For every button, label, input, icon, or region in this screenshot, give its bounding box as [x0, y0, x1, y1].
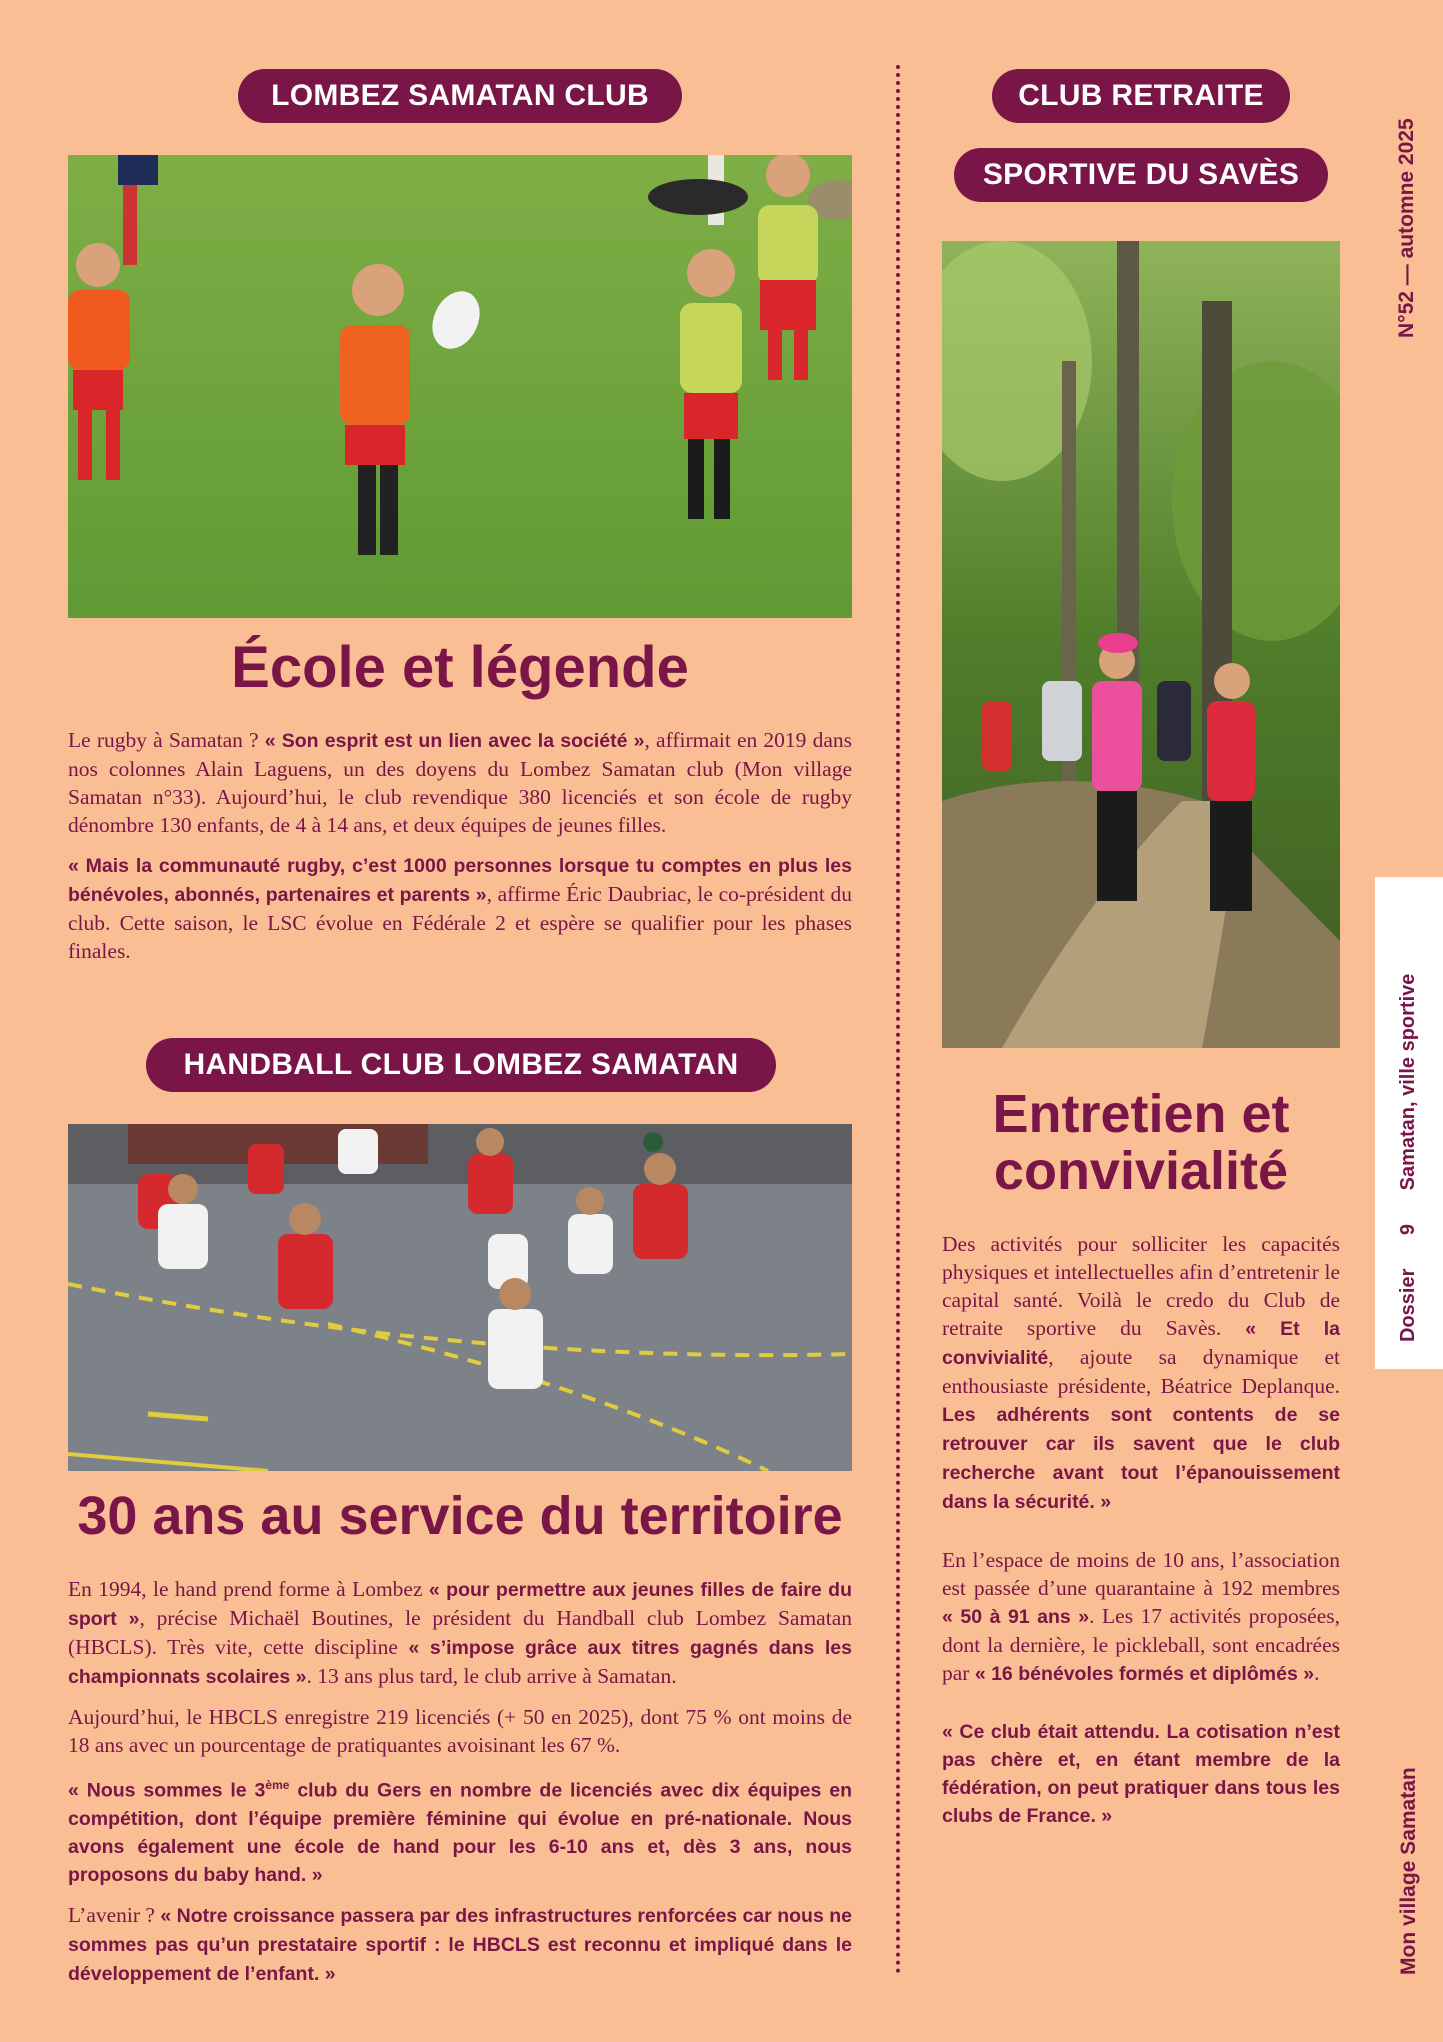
retraite-headline-line-2: convivialité: [993, 1140, 1289, 1201]
handball-paragraph-3: « Nous sommes le 3ème club du Gers en nombre de licenciés avec dix équipes en compétition, dont l’équipe première féminine qui évolue en pré-nationale. Nous avons également une école de hand pour les 6-10 ans et, dès 3 ans, nous proposons du baby hand. »: [68, 1778, 853, 1886]
rugby-paragraph-2: « Mais la communauté rugby, c’est 1000 personnes lorsque tu comptes en plus les bénévoles, abonnés, partenaires et parents », affirme Éric Daubriac, le co-président du club. Cette saison, le LSC évolue en Fédérale 2 et espère se qualifier pour les phases finales.: [68, 855, 852, 963]
retraite-paragraph-2: En l’espace de moins de 10 ans, l’association est passée d’une quarantaine à 192 membres « 50 à 91 ans ». Les 17 activités proposées, dont la dernière, le pickleball, sont encadrées par « 16 bénévoles formés et diplômés ».: [942, 1548, 1340, 1685]
retraite-paragraph-1: Des activités pour solliciter les capacités physiques et intellectuelles afin d’entretenir le capital santé. Voilà le credo du Club de retraite sportive du Savès. « Et la convivialité, ajoute sa dynamique et enthousiaste présidente, Béatrice Deplanque. Les adhérents sont contents de se retrouver car ils savent que le club recherche avant tout l’épanouissement dans la sécurité. »: [942, 1232, 1341, 1513]
handball-paragraph-2: Aujourd’hui, le HBCLS enregistre 219 licenciés (+ 50 en 2025), dont 75 % ont moins de 18 ans avec un pourcentage de pratiquantes avoisinant les 67 %.: [68, 1705, 852, 1757]
issue-label: N°52 — automne 2025: [1395, 118, 1418, 338]
page-number: 9: [1397, 1223, 1419, 1236]
handball-photo: [68, 1124, 852, 1471]
retraite-paragraph-3: « Ce club était attendu. La cotisation n’est pas chère et, en étant membre de la fédération, on peut pratiquer dans tous les clubs de France. »: [942, 1721, 1340, 1827]
retraite-badge-line-2: SPORTIVE DU SAVÈS: [954, 148, 1328, 202]
retraite-badge-line-1: CLUB RETRAITE: [992, 69, 1290, 123]
rugby-club-badge: LOMBEZ SAMATAN CLUB: [238, 69, 682, 123]
retraite-headline-line-1: Entretien et: [992, 1084, 1290, 1144]
handball-headline: 30 ans au service du territoire: [77, 1486, 843, 1546]
section-title: Samatan, ville sportive: [1397, 973, 1419, 1191]
column-divider: [896, 65, 900, 1975]
magazine-label: Mon village Samatan: [1397, 1767, 1420, 1975]
rugby-photo: [68, 155, 852, 618]
handball-paragraph-4: L’avenir ? « Notre croissance passera par des infrastructures renforcées car nous ne sommes pas qu’un prestataire sportif : le HBCLS est reconnu et impliqué dans le développement de l’enfant. »: [68, 1902, 852, 1985]
rugby-paragraph-1: Le rugby à Samatan ? « Son esprit est un lien avec la société », affirmait en 2019 dans nos colonnes Alain Laguens, un des doyens du Lombez Samatan club (Mon village Samatan n°33). Aujourd’hui, le club revendique 380 licenciés et son école de rugby dénombre 130 enfants, de 4 à 14 ans, et deux équipes de jeunes filles.: [68, 728, 852, 837]
handball-article-body: [68, 1575, 852, 2000]
section-name: Dossier: [1397, 1268, 1419, 1342]
rugby-headline: École et légende: [231, 635, 689, 700]
retraite-headline: [942, 1086, 1340, 1199]
handball-club-badge: HANDBALL CLUB LOMBEZ SAMATAN: [146, 1038, 776, 1092]
hiking-photo: [942, 241, 1340, 1048]
section-label: [1397, 974, 1420, 1342]
retraite-article-body: [942, 1230, 1340, 1842]
rugby-article-body: [68, 726, 852, 977]
handball-paragraph-1: En 1994, le hand prend forme à Lombez « pour permettre aux jeunes filles de faire du sport », précise Michaël Boutines, le président du Handball club Lombez Samatan (HBCLS). Très vite, cette discipline « s’impose grâce aux titres gagnés dans les championnats scolaires ». 13 ans plus tard, le club arrive à Samatan.: [68, 1577, 853, 1688]
